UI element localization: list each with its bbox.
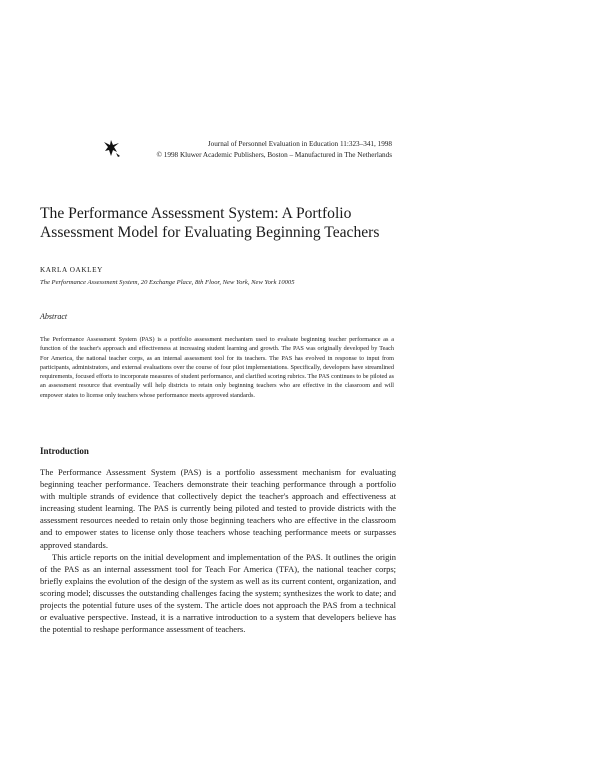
journal-citation [132, 139, 392, 161]
introduction-heading: Introduction [40, 446, 89, 456]
kluwer-logo-icon [102, 139, 122, 159]
author-affiliation: The Performance Assessment System, 20 Exchange Place, 8th Floor, New York, New York 10005 [40, 279, 295, 286]
intro-paragraph-2: This article reports on the initial development and implementation of the PAS. It outlines the origin of the PAS as an internal assessment tool for Teach For America (TFA), the national teacher corps; briefly explains the evolution of the design of the system as well as its current content, organization, and scoring model; discusses the outstanding challenges facing the system; synthesizes the work to date; and projects the potential future uses of the system. The article does not approach the PAS from a technical or evaluative perspective. Instead, it is a narrative introduction to a system that developers believe has the potential to reshape performance assessment of teachers. [40, 551, 396, 635]
abstract-heading: Abstract [40, 312, 68, 321]
abstract-text: The Performance Assessment System (PAS) is a portfolio assessment mechanism used to evaluate beginning teacher performance as a function of the teacher's approach and effectiveness at increasing student learning and growth. The PAS was originally developed by Teach For America, the national teacher corps, as an internal assessment tool for its teachers. The PAS has evolved in response to input from participants, administrators, and external evaluations over the course of four pilot implementations. Specifically, developers have streamlined requirements, focused efforts to incorporate measures of student performance, and clarified scoring rubrics. The PAS continues to be piloted as an assessment resource that eventually will help districts to retain only beginning teachers who are effective in the classroom and will empower states to license only teachers whose performance meets approved standards. [40, 336, 394, 399]
journal-line: Journal of Personnel Evaluation in Education 11:323–341, 1998 [207, 140, 392, 148]
intro-paragraph-1: The Performance Assessment System (PAS) is a portfolio assessment mechanism for evaluating beginning teacher performance. Teachers demonstrate their teaching performance through a portfolio with multiple strands of evidence that collectively depict the teacher's approach and effectiveness at increasing student learning. The PAS is currently being piloted and tested to provide districts with the assessment resources needed to retain only those beginning teachers who are effective in the classroom and to empower states to license only those teachers whose teaching performance meets or surpasses approved standards. [40, 467, 396, 550]
author-name: KARLA OAKLEY [40, 266, 103, 274]
article-title: The Performance Assessment System: A Portfolio Assessment Model for Evaluating Beginning Teachers [40, 205, 380, 241]
copyright-line: © 1998 Kluwer Academic Publishers, Boston – Manufactured in The Netherlands [156, 151, 392, 159]
introduction-body [40, 466, 396, 635]
